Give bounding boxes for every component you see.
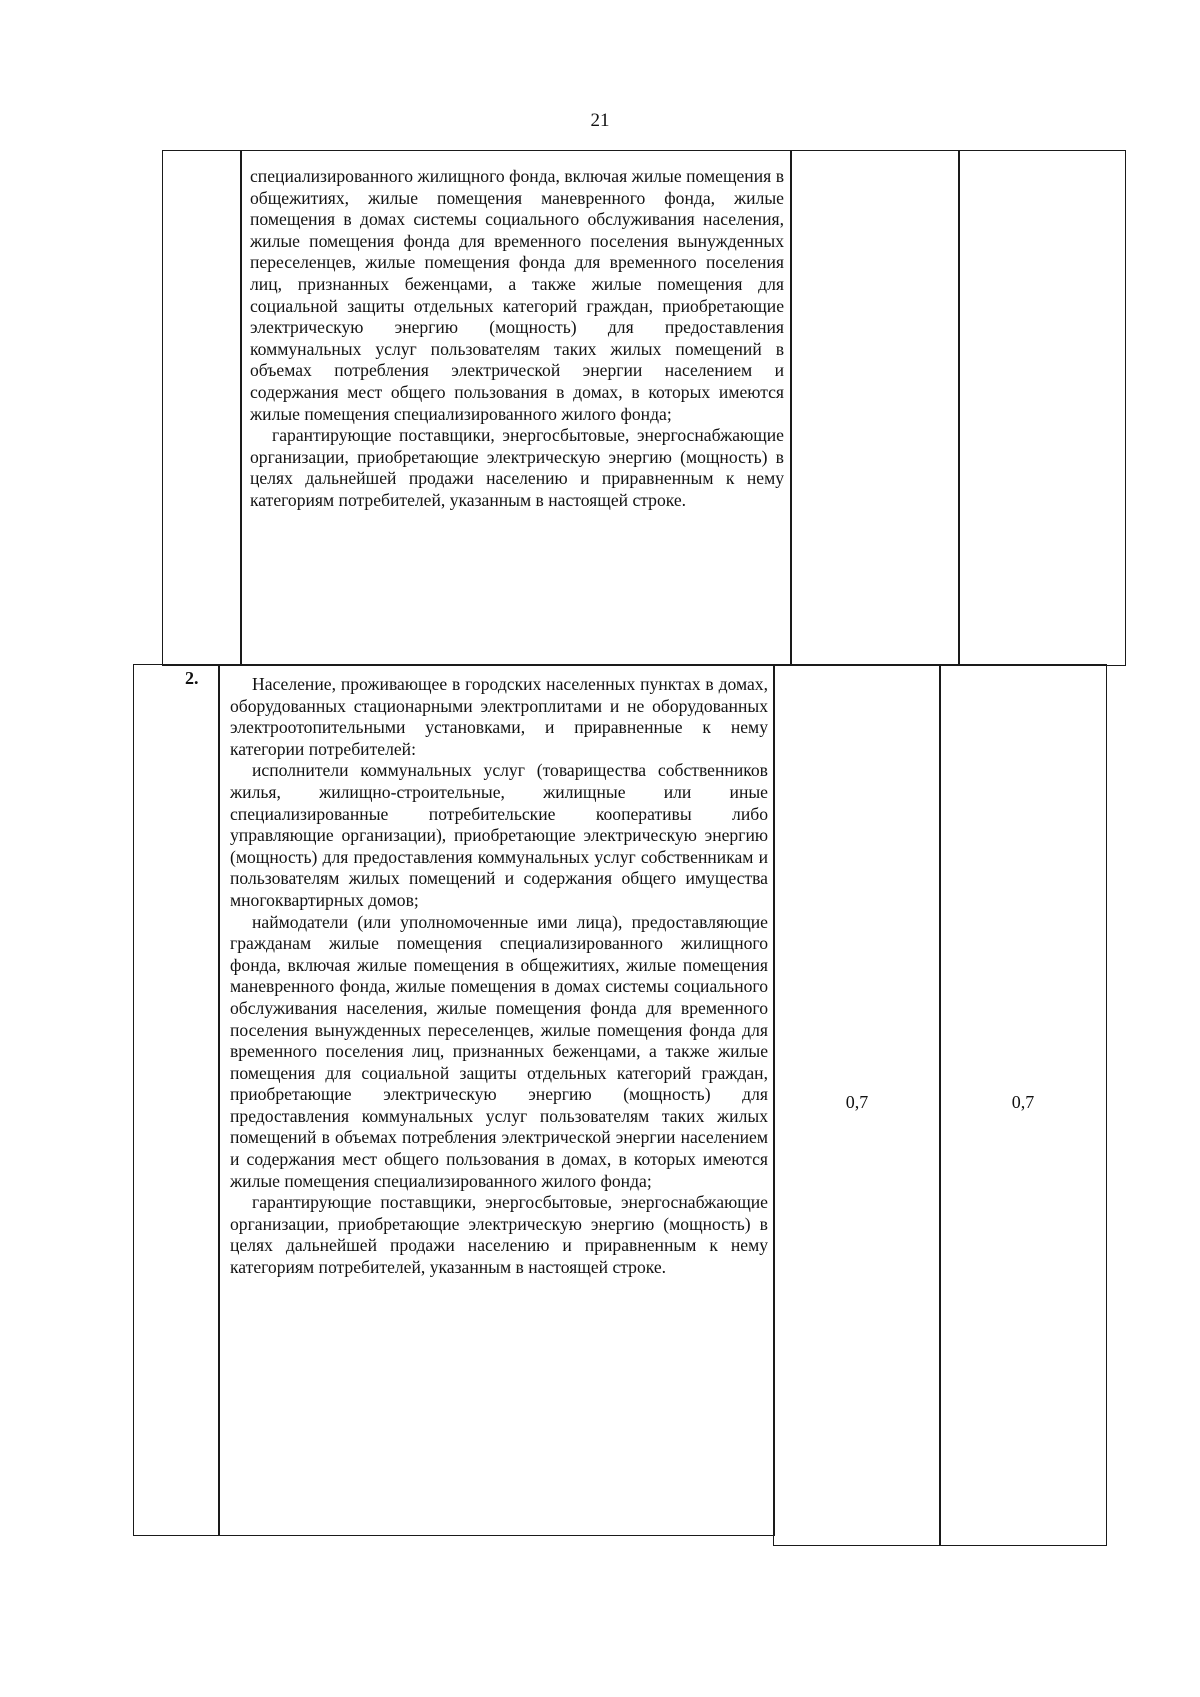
row2-paragraph: гарантирующие поставщики, энергосбытовые, энергоснабжающие организации, приобретающие электрическую энергию (мощность) в целях дальнейшей продажи населению и приравненным к нему категориям потребителей, указанным в настоящей строке. [230,1192,768,1278]
row2-number: 2. [185,668,199,688]
row2-value2: 0,7 [1011,1092,1035,1112]
row1-paragraph: специализированного жилищного фонда, включая жилые помещения в общежитиях, жилые помещения маневренного фонда, жилые помещения в домах системы социального обслуживания населения, жилые помещения фонда для временного поселения вынужденных переселенцев, жилые помещения фонда для временного поселения лиц, признанных беженцами, а также жилые помещения для социальной защиты отдельных категорий граждан, приобретающие электрическую энергию (мощность) для предоставления коммунальных услуг пользователям таких жилых помещений в объемах потребления электрической энергии населением и содержания мест общего пользования в домах, в которых имеются жилые помещения специализированного жилого фонда; [250,166,784,424]
page-number: 21 [590,110,610,131]
row1-value1-cell [790,150,960,666]
row1-value2-cell [958,150,1126,666]
row2-value1: 0,7 [845,1092,869,1112]
row1-number-cell [162,150,242,666]
row2-description [230,674,768,1279]
row2-paragraph: наймодатели (или уполномоченные ими лица), предоставляющие гражданам жилые помещения специализированного жилищного фонда, включая жилые помещения в общежитиях, жилые помещения маневренного фонда, жилые помещения в домах системы социального обслуживания населения, жилые помещения фонда для временного поселения вынужденных переселенцев, жилые помещения фонда для временного поселения лиц, признанных беженцами, а также жилые помещения для социальной защиты отдельных категорий граждан, приобретающие электрическую энергию (мощность) для предоставления коммунальных услуг пользователям таких жилых помещений в объемах потребления электрической энергии населением и содержания мест общего пользования в домах, в которых имеются жилые помещения специализированного жилого фонда; [230,911,768,1191]
row2-number-cell [133,664,220,1536]
row2-paragraph: исполнители коммунальных услуг (товарищества собственников жилья, жилищно-строительные, жилищные или иные специализированные потребительские кооперативы либо управляющие организации), приобретающие электрическую энергию (мощность) для предоставления коммунальных услуг собственникам и пользователям жилых помещений и содержания общего имущества многоквартирных домов; [230,760,768,910]
row1-paragraph: гарантирующие поставщики, энергосбытовые, энергоснабжающие организации, приобретающие электрическую энергию (мощность) в целях дальнейшей продажи населению и приравненным к нему категориям потребителей, указанным в настоящей строке. [250,425,784,510]
row1-description [250,166,784,512]
row2-paragraph: Население, проживающее в городских населенных пунктах в домах, оборудованных стационарными электроплитами и не оборудованных электроотопительными установками, и приравненные к нему категории потребителей: [230,674,768,759]
